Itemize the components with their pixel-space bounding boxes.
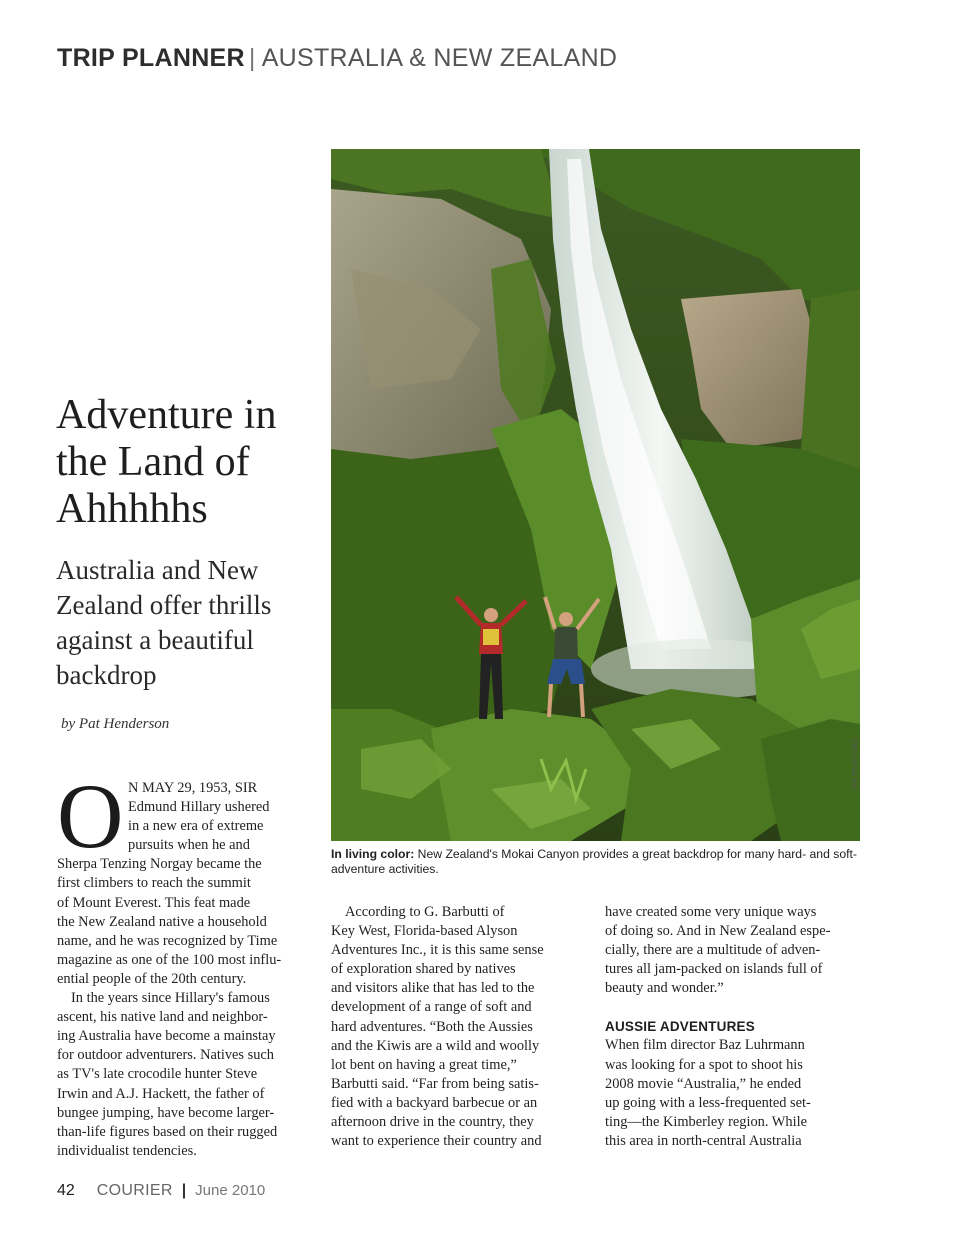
text-line: of Mount Everest. This feat made bbox=[57, 894, 251, 911]
text-line: Barbutti said. “Far from being satis- bbox=[331, 1075, 539, 1092]
text-line: 2008 movie “Australia,” he ended bbox=[605, 1075, 802, 1092]
text-line: and visitors alike that has led to the bbox=[331, 980, 535, 997]
photo-caption bbox=[331, 847, 861, 877]
text-line: was looking for a spot to shoot his bbox=[605, 1056, 803, 1073]
text-line: In the years since Hillary's famous bbox=[71, 990, 270, 1007]
text-line: magazine as one of the 100 most influ- bbox=[57, 951, 282, 968]
caption-text: New Zealand's Mokai Canyon provides a great backdrop for many hard- and soft-adventure activities. bbox=[331, 847, 857, 876]
text-line: than-life figures based on their rugged bbox=[57, 1123, 278, 1140]
text-line: individualist tendencies. bbox=[57, 1142, 197, 1159]
text-line: N MAY 29, 1953, SIR bbox=[128, 780, 258, 796]
text-line: When film director Baz Luhrmann bbox=[605, 1037, 805, 1054]
text-line: ing Australia have become a mainstay bbox=[57, 1028, 276, 1045]
text-line: of doing so. And in New Zealand espe- bbox=[605, 923, 831, 940]
text-line: name, and he was recognized by Time bbox=[57, 932, 278, 949]
text-line: Irwin and A.J. Hackett, the father of bbox=[57, 1085, 265, 1102]
footer-separator: | bbox=[181, 1182, 187, 1199]
text-line: Key West, Florida-based Alyson bbox=[331, 923, 518, 940]
text-line: cially, there are a multitude of adven- bbox=[605, 942, 821, 959]
text-line: up going with a less-frequented set- bbox=[605, 1094, 811, 1111]
text-line: beauty and wonder.” bbox=[605, 980, 724, 997]
article-subtitle: Australia and New Zealand offer thrills against a beautiful backdrop bbox=[56, 555, 272, 690]
text-line: want to experience their country and bbox=[331, 1133, 542, 1150]
section-label: TRIP PLANNER bbox=[57, 44, 245, 72]
body-column-1 bbox=[57, 765, 319, 1161]
text-line: of exploration shared by natives bbox=[331, 961, 516, 978]
text-line: lot bent on having a great time,” bbox=[331, 1056, 517, 1073]
caption-lead: In living color: bbox=[331, 847, 415, 861]
text-line: and the Kiwis are a wild and woolly bbox=[331, 1037, 540, 1054]
text-line: first climbers to reach the summit bbox=[57, 875, 251, 892]
text-line: pursuits when he and bbox=[128, 837, 250, 854]
body-column-3 bbox=[605, 903, 861, 1151]
text-line: ascent, his native land and neighbor- bbox=[57, 1009, 268, 1026]
text-line: hard adventures. “Both the Aussies bbox=[331, 1018, 533, 1035]
text-line: in a new era of extreme bbox=[128, 818, 264, 835]
header-separator: | bbox=[248, 44, 256, 72]
waterfall-photo bbox=[331, 149, 860, 841]
text-line: ting—the Kimberley region. While bbox=[605, 1113, 807, 1130]
article-title: Adventure in the Land of Ahhhhhs bbox=[56, 392, 277, 532]
text-line: this area in north-central Australia bbox=[605, 1132, 802, 1149]
waterfall-illustration bbox=[331, 149, 860, 841]
text-line: for outdoor adventurers. Natives such bbox=[57, 1047, 274, 1064]
text-line: tures all jam-packed on islands full of bbox=[605, 961, 823, 978]
text-line: Sherpa Tenzing Norgay became the bbox=[57, 856, 262, 873]
text-line: the New Zealand native a household bbox=[57, 913, 267, 930]
subhead: AUSSIE ADVENTURES bbox=[605, 1019, 755, 1035]
text-line: Edmund Hillary ushered bbox=[128, 799, 270, 816]
text-line: According to G. Barbutti of bbox=[345, 904, 505, 920]
publication-name: COURIER bbox=[96, 1182, 173, 1199]
text-line: have created some very unique ways bbox=[605, 904, 817, 920]
body-column-2 bbox=[331, 903, 586, 1151]
section-header bbox=[57, 44, 617, 73]
text-line: as TV's late crocodile hunter Steve bbox=[57, 1066, 258, 1083]
text-line: Adventures Inc., it is this same sense bbox=[331, 942, 544, 959]
issue-date: June 2010 bbox=[195, 1182, 266, 1199]
photo-credit: IAN TRAFFORD bbox=[852, 738, 859, 790]
text-line: fied with a backyard barbecue or an bbox=[331, 1094, 538, 1111]
text-line: development of a range of soft and bbox=[331, 999, 532, 1016]
dropcap: O bbox=[57, 765, 124, 867]
text-line: bungee jumping, have become larger- bbox=[57, 1104, 275, 1121]
text-line: afternoon drive in the country, they bbox=[331, 1114, 534, 1131]
page-footer bbox=[57, 1182, 265, 1200]
byline: by Pat Henderson bbox=[61, 716, 170, 732]
page-number: 42 bbox=[57, 1182, 75, 1199]
text-line: ential people of the 20th century. bbox=[57, 970, 247, 987]
region-label: AUSTRALIA & NEW ZEALAND bbox=[261, 44, 618, 72]
